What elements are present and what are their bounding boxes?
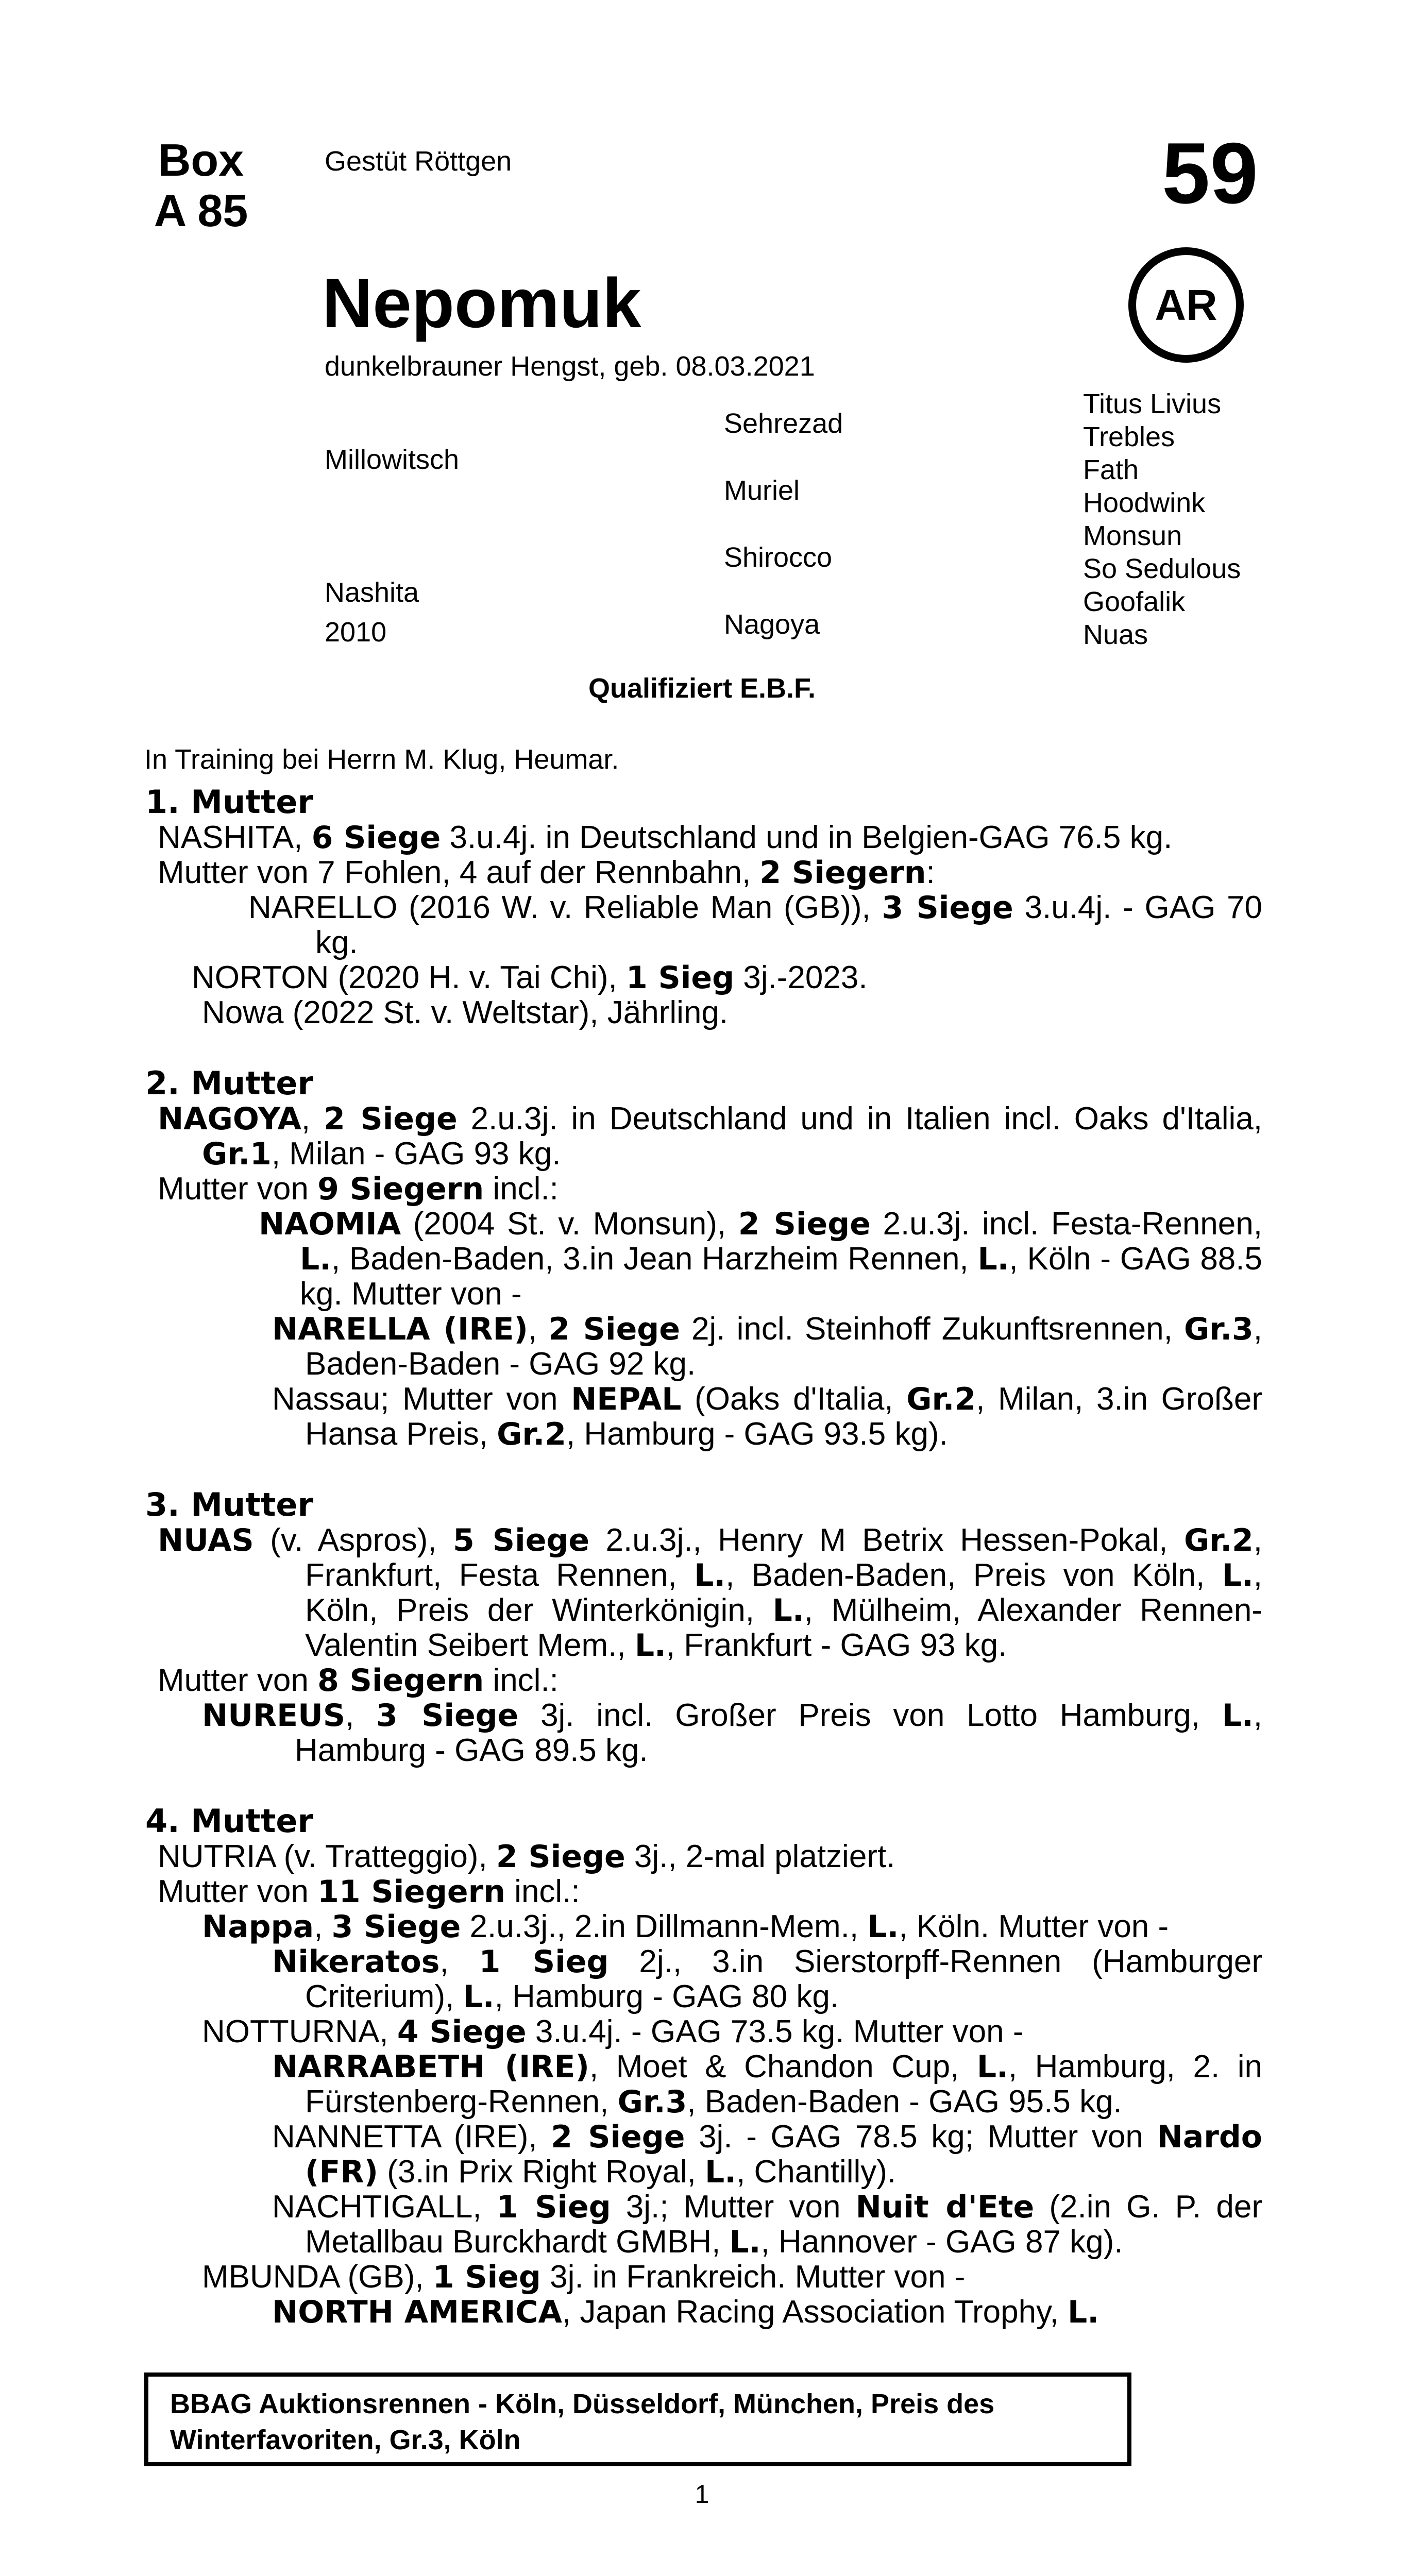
fourth-dam-grandfoal: NORTH AMERICA, Japan Racing Association Trophy, L.: [272, 2294, 1099, 2330]
pedigree-g3-item: So Sedulous: [1083, 553, 1241, 584]
qualified-note: Qualifiziert E.B.F.: [588, 673, 816, 704]
first-dam-foal: NARELLO (2016 W. v. Reliable Man (GB)), 3 Siege 3.u.4j. - GAG 70 kg.: [248, 890, 1262, 960]
page-number: 1: [695, 2480, 709, 2509]
second-dam-grandfoal: Nassau; Mutter von NEPAL (Oaks d'Italia, Gr.2, Milan, 3.in Großer Hansa Preis, Gr.2, Hamburg - GAG 93.5 kg).: [272, 1381, 1263, 1452]
third-dam-line: NUAS (v. Aspros), 5 Siege 2.u.3j., Henry M Betrix Hessen-Pokal, Gr.2, Frankfurt, Festa Rennen, L., Baden-Baden, Preis von Köln, L., Köln, Preis der Winterkönigin, L., Mülheim, Alexander Rennen-Valentin Seibert Mem., L., Frankfurt - GAG 93 kg.: [158, 1522, 1262, 1664]
pedigree-g3-list: [1083, 387, 1241, 651]
pedigree-sire-dam: Muriel: [724, 475, 800, 506]
second-dam-line: NAGOYA, 2 Siege 2.u.3j. in Deutschland und in Italien incl. Oaks d'Italia, Gr.1, Milan - GAG 93 kg.: [158, 1101, 1262, 1172]
fourth-dam-foal: Nappa, 3 Siege 2.u.3j., 2.in Dillmann-Mem., L., Köln. Mutter von -: [202, 1909, 1169, 1945]
fourth-dam-grandfoal: NARRABETH (IRE), Moet & Chandon Cup, L., Hamburg, 2. in Fürstenberg-Rennen, Gr.3, Baden-Baden - GAG 95.5 kg.: [272, 2049, 1263, 2120]
race-eligibility-line: Winterfavoriten, Gr.3, Köln: [170, 2425, 521, 2455]
box-label: [149, 135, 252, 236]
ar-badge: [1128, 247, 1244, 363]
third-dam-heading: 3. Mutter: [145, 1486, 314, 1523]
pedigree-g3-item: Titus Livius: [1083, 388, 1222, 419]
first-dam-line: NASHITA, 6 Siege 3.u.4j. in Deutschland und in Belgien-GAG 76.5 kg.: [158, 820, 1173, 856]
dam-line-content: [145, 784, 1262, 2330]
fourth-dam-line: NUTRIA (v. Tratteggio), 2 Siege 3j., 2-mal platziert.: [158, 1839, 895, 1875]
pedigree-sire-sire: Sehrezad: [724, 408, 843, 439]
first-dam-foal: NORTON (2020 H. v. Tai Chi), 1 Sieg 3j.-2023.: [192, 960, 868, 996]
first-dam-foal: Nowa (2022 St. v. Weltstar), Jährling.: [202, 995, 729, 1030]
second-dam-foal: NAOMIA (2004 St. v. Monsun), 2 Siege 2.u.3j. incl. Festa-Rennen, L., Baden-Baden, 3.in Jean Harzheim Rennen, L., Köln - GAG 88.5 kg. Mutter von -: [259, 1206, 1262, 1312]
fourth-dam-foal: NOTTURNA, 4 Siege 3.u.4j. - GAG 73.5 kg. Mutter von -: [202, 2014, 1024, 2050]
pedigree-dam-year: 2010: [325, 617, 387, 648]
pedigree-g3-item: Trebles: [1083, 421, 1175, 452]
pedigree-g3-item: Fath: [1083, 454, 1139, 485]
box-label-text: Box: [158, 134, 244, 185]
fourth-dam-grandfoal: NACHTIGALL, 1 Sieg 3j.; Mutter von Nuit d'Ete (2.in G. P. der Metallbau Burckhardt GMBH, L., Hannover - GAG 87 kg).: [272, 2189, 1262, 2260]
pedigree-g3-item: Goofalik: [1083, 586, 1186, 617]
fourth-dam-foal: MBUNDA (GB), 1 Sieg 3j. in Frankreich. Mutter von -: [202, 2259, 966, 2295]
fourth-dam-grandfoal: Nikeratos, 1 Sieg 2j., 3.in Sierstorpff-Rennen (Hamburger Criterium), L., Hamburg - GAG 80 kg.: [272, 1944, 1263, 2015]
first-dam-line: Mutter von 7 Fohlen, 4 auf der Rennbahn, 2 Siegern:: [158, 855, 935, 891]
first-dam-heading: 1. Mutter: [145, 783, 314, 821]
second-dam-heading: 2. Mutter: [145, 1064, 314, 1102]
horse-description: dunkelbrauner Hengst, geb. 08.03.2021: [325, 351, 815, 382]
pedigree-g3-item: Monsun: [1083, 520, 1182, 551]
pedigree-dam: Nashita: [325, 577, 419, 608]
second-dam-grandfoal: NARELLA (IRE), 2 Siege 2j. incl. Steinhoff Zukunftsrennen, Gr.3, Baden-Baden - GAG 92 kg.: [272, 1311, 1262, 1382]
pedigree-sire: Millowitsch: [325, 444, 460, 475]
training-note: In Training bei Herrn M. Klug, Heumar.: [144, 744, 619, 775]
third-dam-foal: NUREUS, 3 Siege 3j. incl. Großer Preis von Lotto Hamburg, L., Hamburg - GAG 89.5 kg.: [202, 1698, 1262, 1768]
race-eligibility-line: BBAG Auktionsrennen - Köln, Düsseldorf, München, Preis des: [170, 2388, 995, 2419]
breeder: Gestüt Röttgen: [325, 146, 512, 177]
pedigree-dam-sire: Shirocco: [724, 542, 833, 573]
ar-badge-text: AR: [1155, 280, 1217, 329]
lot-number: 59: [1162, 125, 1258, 222]
pedigree-g3-item: Hoodwink: [1083, 487, 1206, 518]
race-eligibility-box: [144, 2372, 1131, 2466]
fourth-dam-heading: 4. Mutter: [145, 1802, 314, 1840]
third-dam-line: Mutter von 8 Siegern incl.:: [158, 1663, 559, 1699]
pedigree-dam-dam: Nagoya: [724, 609, 820, 640]
second-dam-line: Mutter von 9 Siegern incl.:: [158, 1171, 559, 1207]
pedigree-g3-item: Nuas: [1083, 619, 1148, 650]
fourth-dam-line: Mutter von 11 Siegern incl.:: [158, 1874, 580, 1910]
fourth-dam-grandfoal: NANNETTA (IRE), 2 Siege 3j. - GAG 78.5 kg; Mutter von Nardo (FR) (3.in Prix Right Royal, L., Chantilly).: [272, 2119, 1262, 2190]
box-number: A 85: [154, 185, 248, 236]
horse-name: Nepomuk: [322, 264, 641, 342]
